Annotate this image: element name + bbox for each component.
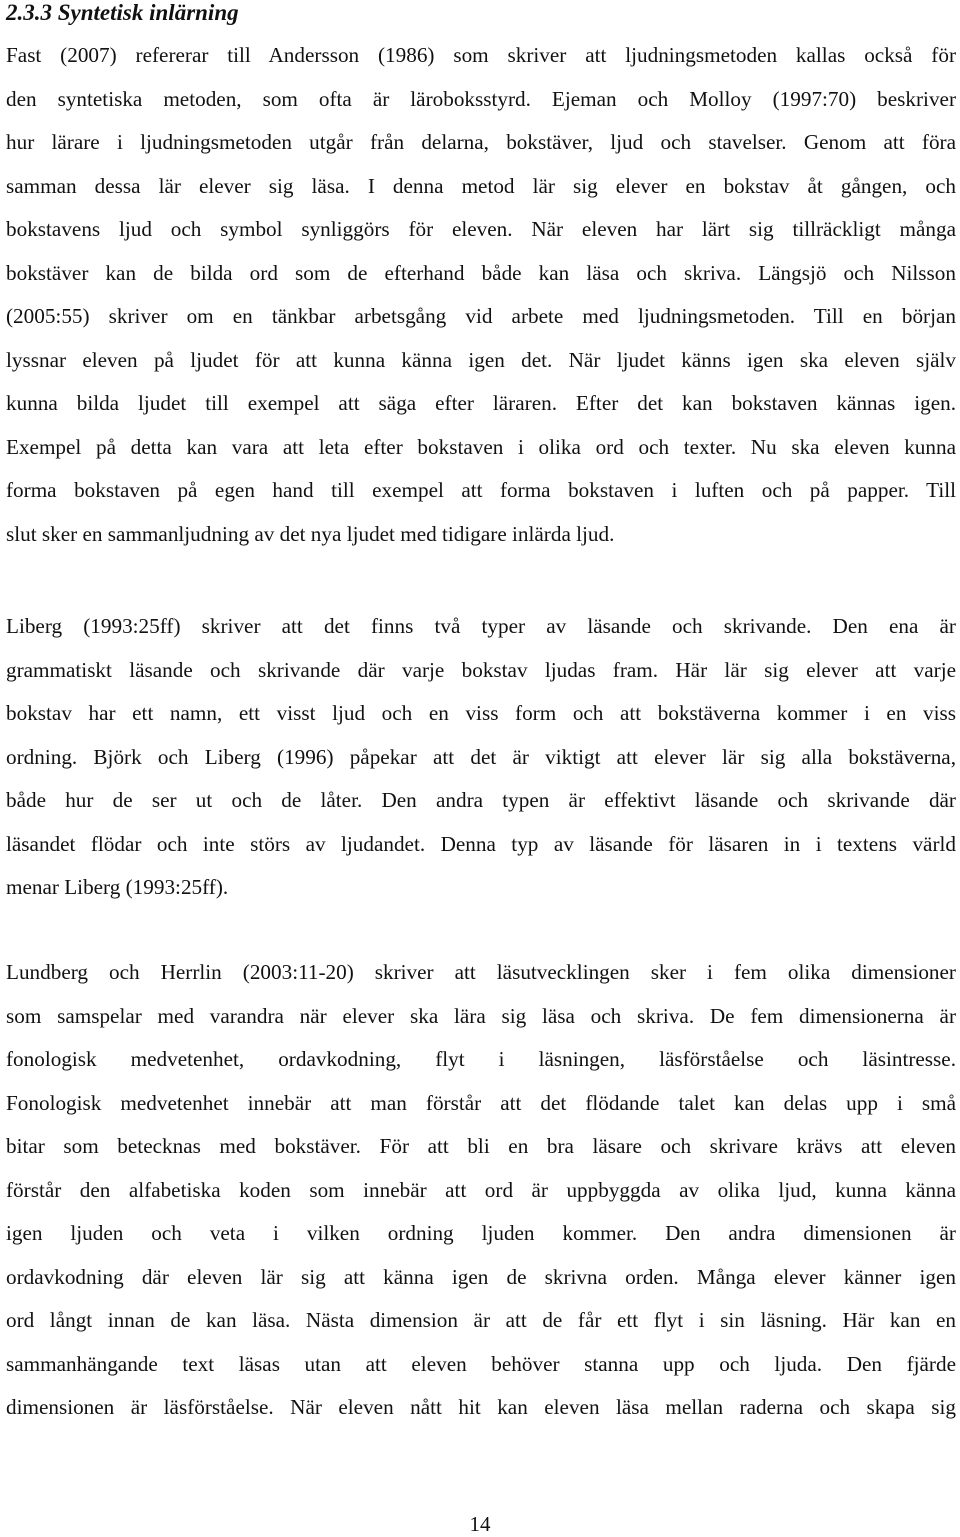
paragraph-line: förstår den alfabetiska koden som innebär att ord är uppbyggda av olika ljud, kunna känna (6, 1177, 956, 1202)
paragraph-line: grammatiskt läsande och skrivande där varje bokstav ljudas fram. Här lär sig elever att varje (6, 657, 956, 682)
paragraph-line: ord långt innan de kan läsa. Nästa dimension är att de får ett flyt i sin läsning. Här kan en (6, 1308, 956, 1332)
paragraph-line: läsandet flödar och inte störs av ljudandet. Denna typ av läsande för läsaren in i textens värld (6, 831, 956, 856)
paragraph-line: ordning. Björk och Liberg (1996) påpekar att det är viktigt att elever lär sig alla bokstäverna, (6, 744, 956, 769)
paragraph-line: sammanhängande text läsas utan att eleven behöver stanna upp och ljuda. Den fjärde (6, 1351, 956, 1376)
paragraph-line: kunna bilda ljudet till exempel att säga efter läraren. Efter det kan bokstaven kännas igen. (6, 391, 956, 415)
paragraph-1 (6, 34, 956, 556)
paragraph-line: bokstäver kan de bilda ord som de efterhand både kan läsa och skriva. Längsjö och Nilsson (6, 260, 956, 285)
paragraph-line: bitar som betecknas med bokstäver. För att bli en bra läsare och skrivare krävs att eleven (6, 1134, 956, 1158)
paragraph-line: hur lärare i ljudningsmetoden utgår från delarna, bokstäver, ljud och stavelser. Genom att föra (6, 130, 956, 154)
paragraph-line: Liberg (1993:25ff) skriver att det finns två typer av läsande och skrivande. Den ena är (6, 614, 956, 638)
paragraph-line: dimensionen är läsförståelse. När eleven nått hit kan eleven läsa mellan raderna och skapa sig (6, 1395, 956, 1419)
paragraph-line: bokstav har ett namn, ett visst ljud och en viss form och att bokstäverna kommer i en viss (6, 701, 956, 725)
paragraph-line: ordavkodning där eleven lär sig att känna igen de skrivna orden. Många elever känner igen (6, 1264, 956, 1289)
paragraph-line: slut sker en sammanljudning av det nya ljudet med tidigare inlärda ljud. (6, 521, 615, 546)
paragraph-line: Fast (2007) refererar till Andersson (1986) som skriver att ljudningsmetoden kallas också för (6, 43, 956, 67)
paragraph-line: forma bokstaven på egen hand till exempel att forma bokstaven i luften och på papper. Till (6, 478, 956, 502)
paragraph-line: menar Liberg (1993:25ff). (6, 875, 229, 899)
paragraph-line: lyssnar eleven på ljudet för att kunna känna igen det. När ljudet känns igen ska eleven själv (6, 347, 956, 372)
section-heading: 2.3.3 Syntetisk inlärning (6, 0, 239, 25)
paragraph-line: Exempel på detta kan vara att leta efter bokstaven i olika ord och texter. Nu ska eleven kunna (6, 434, 956, 459)
paragraph-line: både hur de ser ut och de låter. Den andra typen är effektivt läsande och skrivande där (6, 788, 956, 812)
paragraph-2 (6, 605, 956, 910)
paragraph-line: fonologisk medvetenhet, ordavkodning, flyt i läsningen, läsförståelse och läsintresse. (6, 1047, 956, 1071)
page-number: 14 (469, 1512, 491, 1536)
paragraph-line: Lundberg och Herrlin (2003:11-20) skriver att läsutvecklingen sker i fem olika dimensioner (6, 960, 956, 984)
paragraph-line: Fonologisk medvetenhet innebär att man förstår att det flödande talet kan delas upp i små (6, 1090, 956, 1115)
paragraph-line: igen ljuden och veta i vilken ordning ljuden kommer. Den andra dimensionen är (6, 1221, 956, 1245)
paragraph-line: bokstavens ljud och symbol synliggörs för eleven. När eleven har lärt sig tillräckligt många (6, 217, 956, 241)
paragraph-line: som samspelar med varandra när elever ska lära sig läsa och skriva. De fem dimensionerna är (6, 1003, 956, 1028)
paragraph-line: (2005:55) skriver om en tänkbar arbetsgång vid arbete med ljudningsmetoden. Till en början (6, 304, 956, 328)
paragraph-line: den syntetiska metoden, som ofta är läroboksstyrd. Ejeman och Molloy (1997:70) beskriver (6, 86, 956, 111)
paragraph-line: samman dessa lär elever sig läsa. I denna metod lär sig elever en bokstav åt gången, och (6, 173, 956, 198)
paragraph-3 (6, 951, 956, 1430)
